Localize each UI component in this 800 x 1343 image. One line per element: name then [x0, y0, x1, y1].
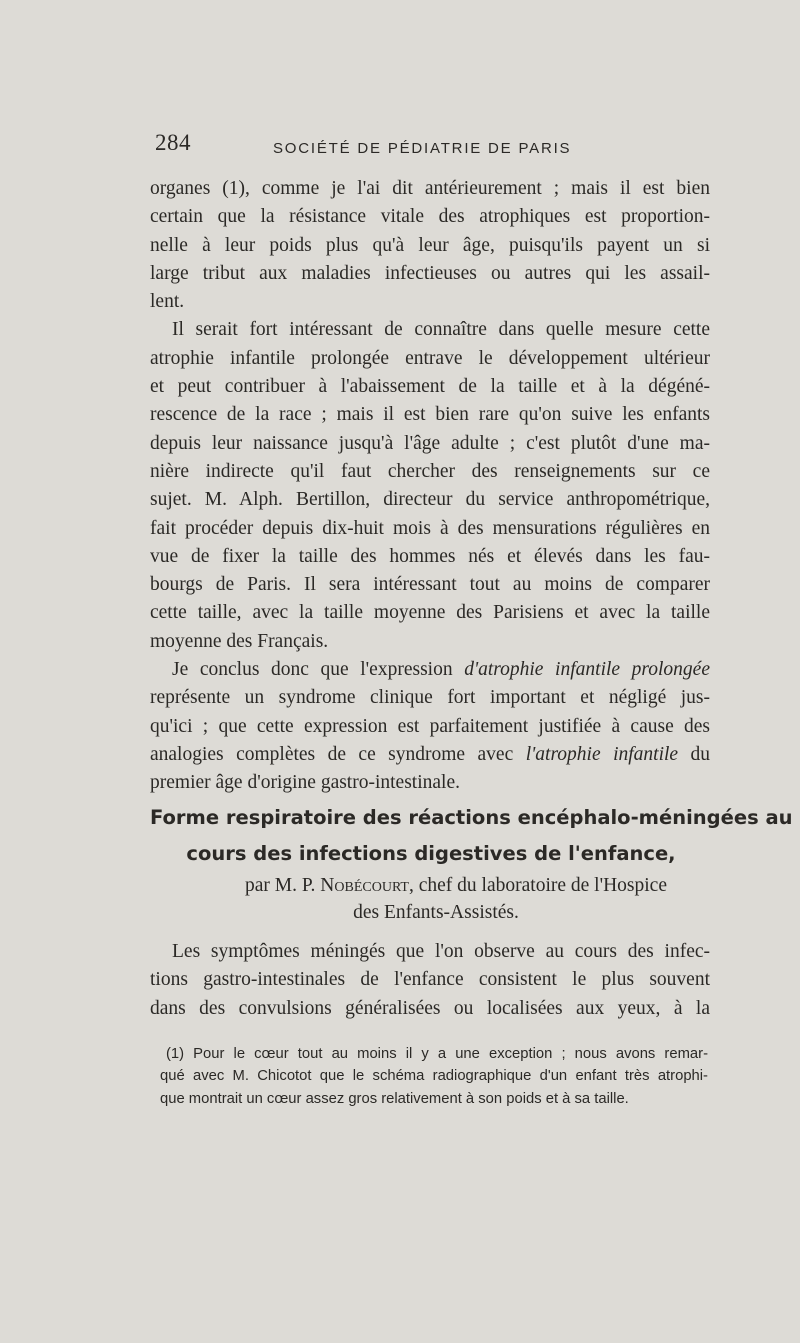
running-title: SOCIÉTÉ DE PÉDIATRIE DE PARIS	[273, 140, 572, 157]
main-text	[150, 175, 710, 798]
text-line: sujet. M. Alph. Bertillon, directeur du service anthropométrique,	[150, 489, 710, 511]
page-number: 284	[155, 130, 191, 155]
byline-line: des Enfants-Assistés.	[353, 902, 519, 923]
text-line: premier âge d'origine gastro-intestinale.	[150, 772, 460, 794]
byline	[150, 872, 712, 926]
text-line: et peut contribuer à l'abaissement de la taille et à la dégéné-	[150, 376, 710, 398]
text-line: nelle à leur poids plus qu'à leur âge, puisqu'ils payent un si	[150, 234, 710, 256]
italic-term: l'atrophie infantile	[525, 743, 679, 765]
footnote-line: que montrait un cœur assez gros relativement à son poids et à sa taille.	[160, 1090, 629, 1107]
section-title-line: cours des infections digestives de l'enfance,	[186, 842, 676, 865]
text-line: fait procéder depuis dix-huit mois à des mensurations régulières en	[150, 517, 710, 539]
text-run: analogies complètes de ce syndrome avec	[150, 743, 526, 765]
byline-pre: par M. P.	[245, 875, 321, 896]
footnote-line: qué avec M. Chicotot que le schéma radiographique d'un enfant très atrophi-	[160, 1068, 708, 1085]
section-text	[150, 938, 710, 1023]
text-line: dans des convulsions généralisées ou localisées aux yeux, à la	[150, 997, 710, 1019]
author-name: Nobécourt	[320, 875, 409, 896]
text-line	[150, 656, 710, 684]
text-line: nière indirecte qu'il faut chercher des renseignements sur ce	[150, 460, 710, 482]
text-line: atrophie infantile prolongée entrave le développement ultérieur	[150, 347, 710, 369]
text-line: depuis leur naissance jusqu'à l'âge adulte ; c'est plutôt d'une ma-	[150, 432, 710, 454]
text-line: lent.	[150, 291, 185, 313]
text-line: tions gastro-intestinales de l'enfance consistent le plus souvent	[150, 969, 710, 991]
section-title	[150, 800, 793, 872]
footnote-line: (1) Pour le cœur tout au moins il y a une exception ; nous avons remar-	[166, 1046, 708, 1062]
footnote	[160, 1043, 708, 1110]
text-line: qu'ici ; que cette expression est parfaitement justifiée à cause des	[150, 715, 710, 737]
text-line: bourgs de Paris. Il sera intéressant tout au moins de comparer	[150, 574, 710, 596]
text-line	[150, 741, 710, 769]
text-line: représente un syndrome clinique fort important et négligé jus-	[150, 687, 710, 709]
text-line: rescence de la race ; mais il est bien rare qu'on suive les enfants	[150, 404, 710, 426]
text-line: organes (1), comme je l'ai dit antérieurement ; mais il est bien	[150, 178, 710, 199]
text-line: vue de fixer la taille des hommes nés et élevés dans les fau-	[150, 545, 710, 567]
section-title-line: Forme respiratoire des réactions encéphalo-méningées au	[150, 806, 793, 829]
byline-post: , chef du laboratoire de l'Hospice	[409, 875, 667, 896]
text-line: large tribut aux maladies infectieuses ou autres qui les assail-	[150, 262, 710, 284]
byline-line	[150, 872, 712, 899]
text-run: Je conclus donc que l'expression	[172, 659, 465, 681]
text-line: moyenne des Français.	[150, 630, 329, 652]
italic-term: d'atrophie infantile prolongée	[464, 659, 710, 681]
text-line: cette taille, avec la taille moyenne des Parisiens et avec la taille	[150, 602, 710, 624]
text-line: certain que la résistance vitale des atrophiques est proportion-	[150, 206, 710, 228]
text-line: Les symptômes méningés que l'on observe au cours des infec-	[172, 941, 710, 962]
page-header	[155, 130, 710, 166]
text-line: Il serait fort intéressant de connaître dans quelle mesure cette	[172, 319, 710, 341]
text-run: du	[678, 743, 711, 765]
